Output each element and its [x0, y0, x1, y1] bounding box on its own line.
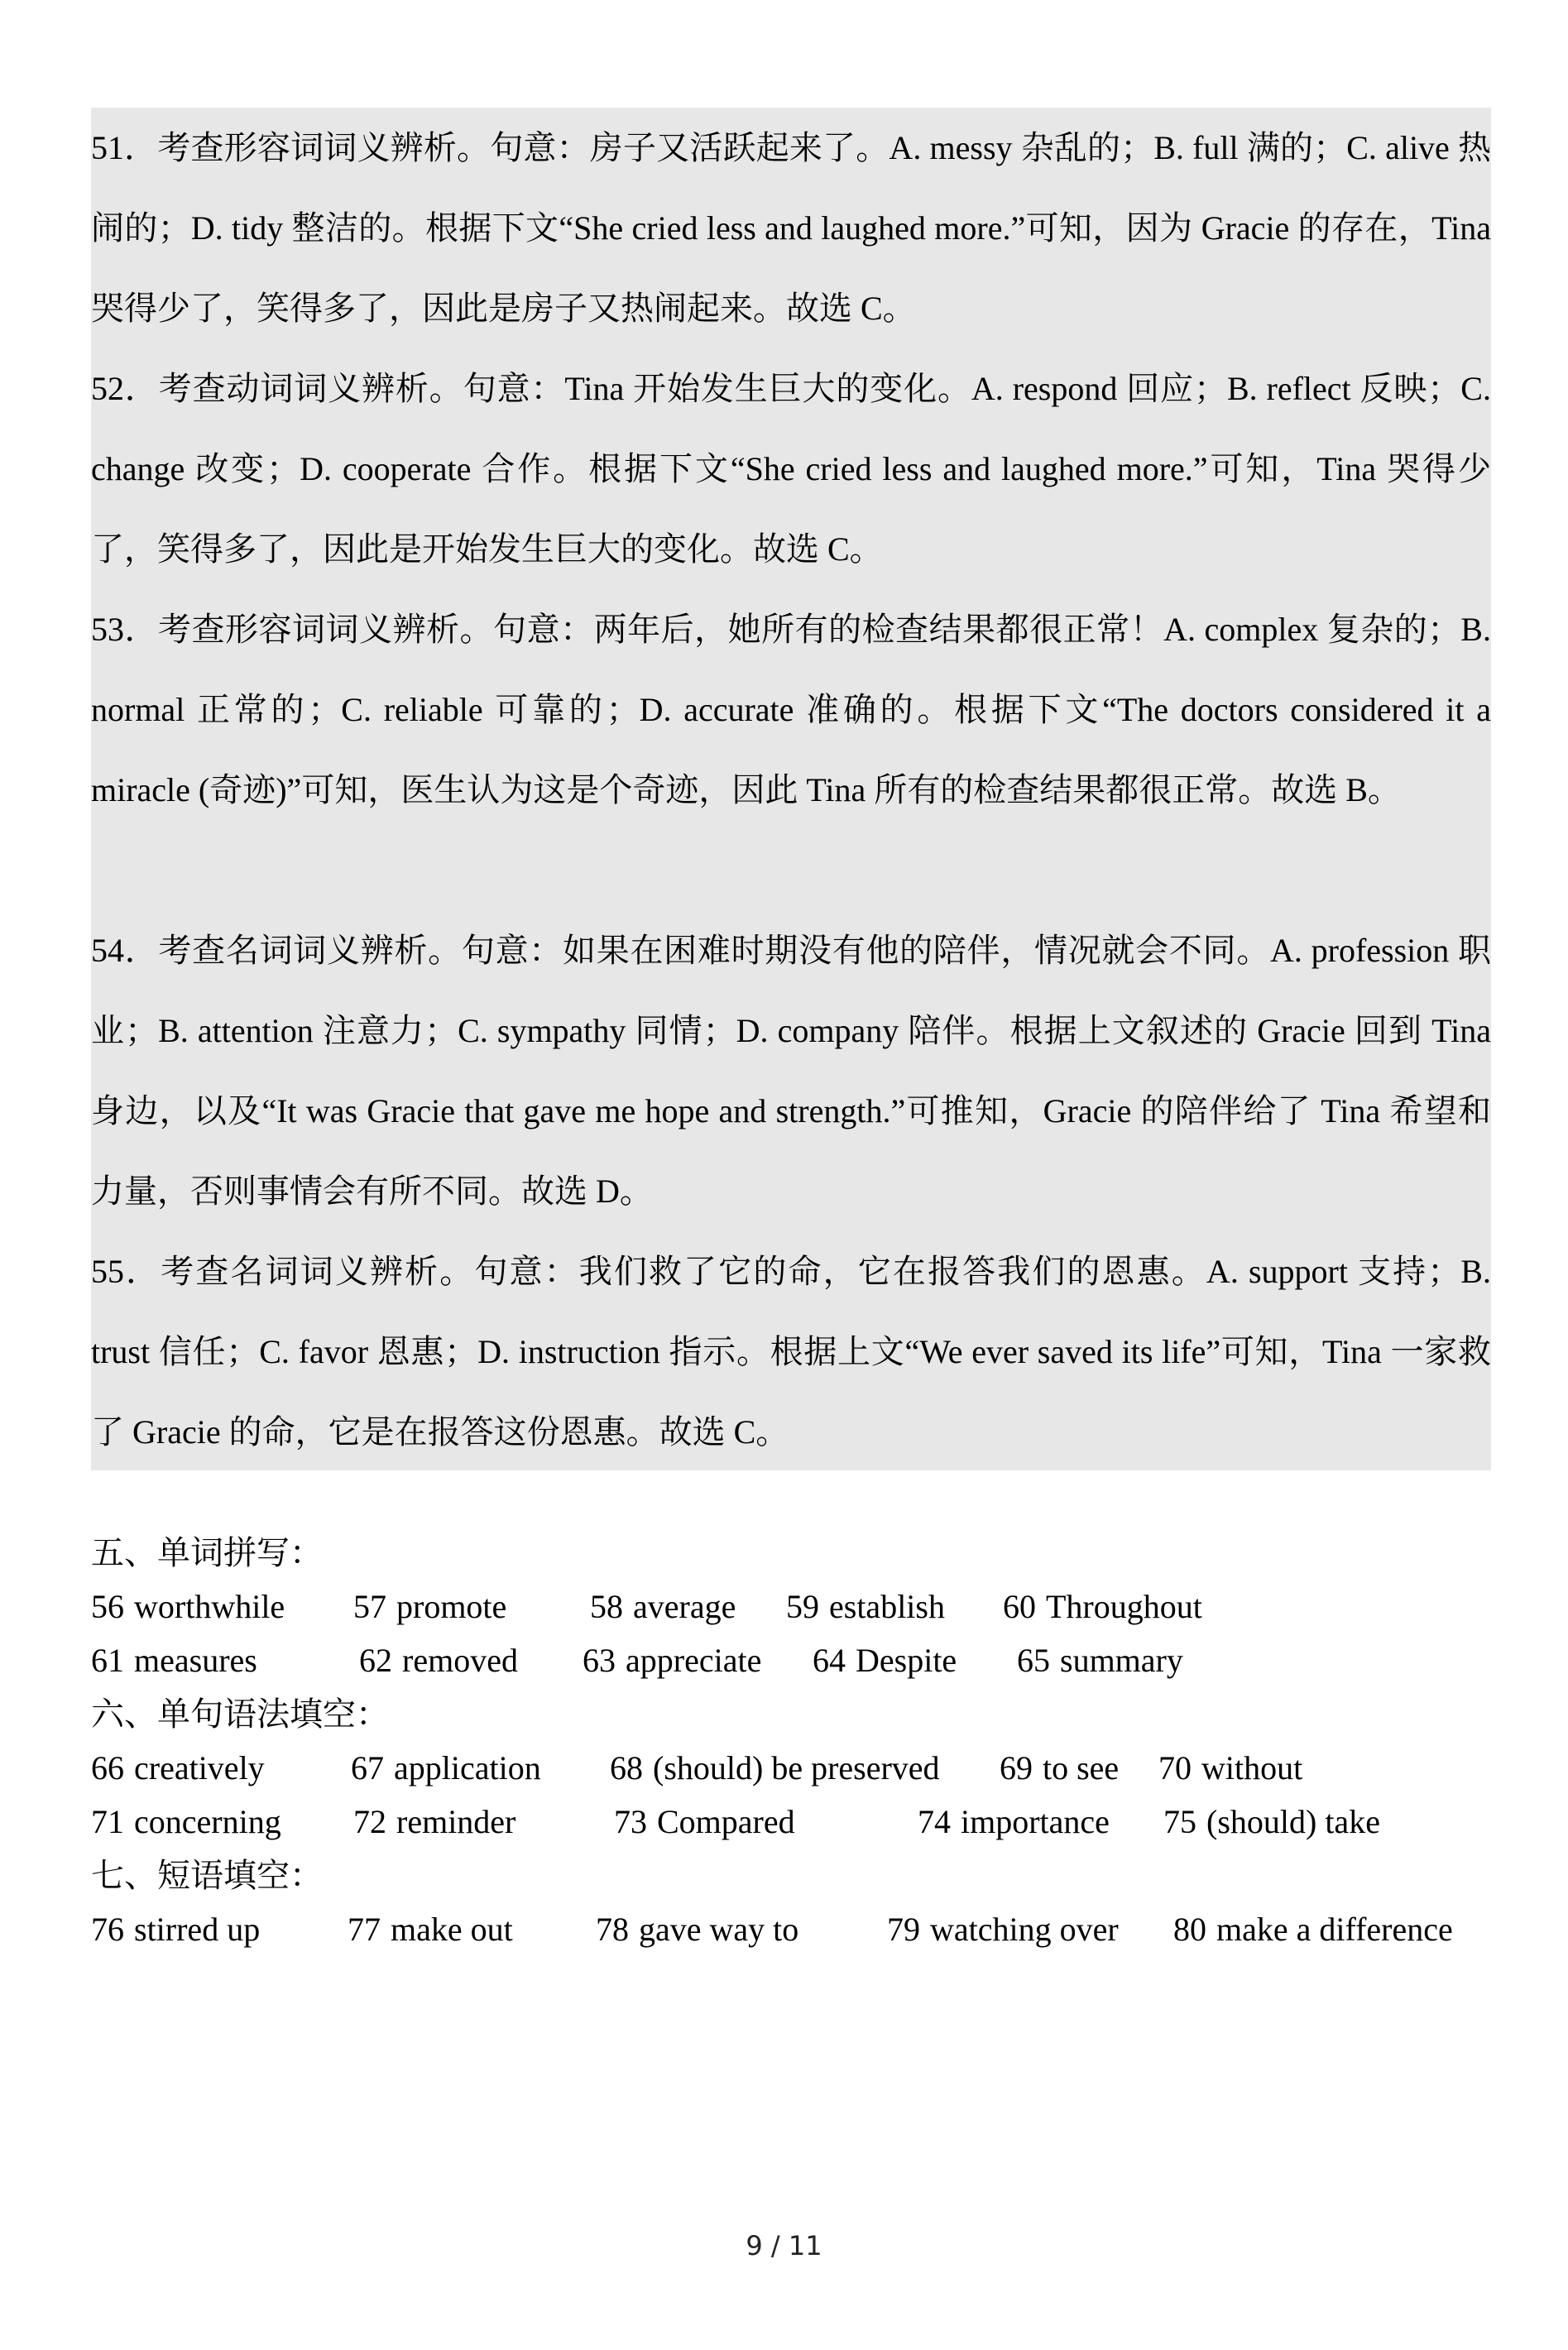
- answer-item: [1000, 1741, 1119, 1795]
- answer-number: 74: [918, 1803, 951, 1840]
- answer-text: importance: [961, 1803, 1110, 1840]
- answer-text: concerning: [134, 1803, 281, 1840]
- explanation-51: 51．考查形容词词义辨析。句意：房子又活跃起来了。A. messy 杂乱的；B. full 满的；C. alive 热闹的；D. tidy 整洁的。根据下文“She cried less and laughed more.”可知，因为 Gracie 的存在，Tina 哭得少了，笑得多了，因此是房子又热闹起来。故选 C。: [91, 129, 1491, 327]
- answer-number: 61: [91, 1642, 124, 1679]
- answer-number: 77: [348, 1911, 381, 1948]
- answer-text: Throughout: [1046, 1588, 1202, 1625]
- explanation-55: 55．考查名词词义辨析。句意：我们救了它的命，它在报答我们的恩惠。A. support 支持；B. trust 信任；C. favor 恩惠；D. instruction 指示。根据上文“We ever saved its life”可知，Tina 一家救了 Gracie 的命，它是在报答这份恩惠。故选 C。: [91, 1253, 1491, 1451]
- explanation-52: 52．考查动词词义辨析。句意：Tina 开始发生巨大的变化。A. respond 回应；B. reflect 反映；C. change 改变；D. cooperate 合作。根据下文“She cried less and laughed more.”可知，Tina 哭得少了，笑得多了，因此是开始发生巨大的变化。故选 C。: [91, 370, 1491, 568]
- answer-number: 60: [1003, 1588, 1036, 1625]
- answer-row: [91, 1580, 1491, 1633]
- answer-number: 68: [610, 1749, 643, 1786]
- answer-item: [813, 1633, 957, 1687]
- answer-number: 65: [1017, 1642, 1050, 1679]
- answer-number: 75: [1163, 1803, 1196, 1840]
- answer-item: [887, 1902, 1119, 1956]
- answer-item: [353, 1795, 515, 1849]
- section-title-grammar-fill: 六、单句语法填空：: [91, 1695, 389, 1733]
- answer-number: 78: [596, 1911, 629, 1948]
- answer-text: without: [1201, 1749, 1303, 1786]
- explanation-54: 54．考查名词词义辨析。句意：如果在困难时期没有他的陪伴，情况就会不同。A. profession 职业；B. attention 注意力；C. sympathy 同情；D. company 陪伴。根据上文叙述的 Gracie 回到 Tina 身边，以及“It was Gracie that gave me hope and strength.”可推知，Gracie 的陪伴给了 Tina 希望和力量，否则事情会有所不同。故选 D。: [91, 932, 1491, 1210]
- answer-item: [590, 1580, 736, 1633]
- answer-text: average: [633, 1588, 736, 1625]
- answer-text: Despite: [856, 1642, 957, 1679]
- answer-item: [583, 1633, 761, 1687]
- answer-item: [353, 1580, 506, 1633]
- answer-number: 57: [353, 1588, 386, 1625]
- answer-number: 64: [813, 1642, 846, 1679]
- answer-text: application: [394, 1749, 541, 1786]
- section-title-phrase-fill: 七、短语填空：: [91, 1857, 323, 1894]
- answer-item: [91, 1633, 257, 1687]
- answer-text: stirred up: [134, 1911, 261, 1948]
- answer-text: make a difference: [1216, 1911, 1453, 1948]
- answer-item: [1003, 1580, 1202, 1633]
- answer-text: to see: [1043, 1749, 1120, 1786]
- answer-number: 62: [359, 1642, 392, 1679]
- answer-text: watching over: [930, 1911, 1119, 1948]
- answer-text: appreciate: [626, 1642, 762, 1679]
- answer-number: 66: [91, 1749, 124, 1786]
- section-title-word-spelling: 五、单词拼写：: [91, 1534, 323, 1571]
- answer-text: establish: [829, 1588, 945, 1625]
- answer-text: (should) take: [1206, 1803, 1380, 1840]
- answer-text: make out: [391, 1911, 513, 1948]
- answer-number: 69: [1000, 1749, 1033, 1786]
- answer-item: [1017, 1633, 1183, 1687]
- answer-item: [359, 1633, 518, 1687]
- answer-text: summary: [1060, 1642, 1183, 1679]
- answer-text: promote: [396, 1588, 507, 1625]
- explanation-53: 53．考查形容词词义辨析。句意：两年后，她所有的检查结果都很正常！A. complex 复杂的；B. normal 正常的；C. reliable 可靠的；D. accurate 准确的。根据下文“The doctors considered it a miracle (奇迹)”可知，医生认为这是个奇迹，因此 Tina 所有的检查结果都很正常。故选 B。: [91, 611, 1491, 808]
- answer-item: [1173, 1902, 1453, 1956]
- answer-number: 56: [91, 1588, 124, 1625]
- answer-item: [596, 1902, 798, 1956]
- answer-row: [91, 1741, 1491, 1795]
- answer-text: (should) be preserved: [653, 1749, 940, 1786]
- answer-item: [91, 1902, 260, 1956]
- answer-number: 72: [353, 1803, 386, 1840]
- answer-text: worthwhile: [134, 1588, 285, 1625]
- answer-item: [91, 1580, 285, 1633]
- answer-item: [91, 1795, 281, 1849]
- answer-number: 71: [91, 1803, 124, 1840]
- answer-number: 63: [583, 1642, 616, 1679]
- answer-text: measures: [134, 1642, 257, 1679]
- answer-number: 67: [351, 1749, 384, 1786]
- answer-text: removed: [402, 1642, 518, 1679]
- answer-number: 73: [614, 1803, 647, 1840]
- answer-text: gave way to: [639, 1911, 799, 1948]
- answer-item: [610, 1741, 940, 1795]
- answer-text: Compared: [657, 1803, 795, 1840]
- answer-item: [351, 1741, 541, 1795]
- answer-text: reminder: [396, 1803, 516, 1840]
- answer-item: [1163, 1795, 1380, 1849]
- answer-row: [91, 1633, 1491, 1687]
- answer-number: 80: [1173, 1911, 1206, 1948]
- answer-number: 76: [91, 1911, 124, 1948]
- answer-number: 58: [590, 1588, 623, 1625]
- answer-row: [91, 1902, 1491, 1956]
- page-number: 9 / 11: [746, 2230, 822, 2261]
- answer-text: creatively: [134, 1749, 265, 1786]
- answer-item: [348, 1902, 513, 1956]
- answer-row: [91, 1795, 1491, 1849]
- answer-number: 70: [1158, 1749, 1192, 1786]
- answer-item: [614, 1795, 795, 1849]
- answer-item: [918, 1795, 1110, 1849]
- answer-item: [1158, 1741, 1302, 1795]
- answer-number: 59: [786, 1588, 819, 1625]
- answer-item: [91, 1741, 265, 1795]
- answer-number: 79: [887, 1911, 920, 1948]
- answer-item: [786, 1580, 945, 1633]
